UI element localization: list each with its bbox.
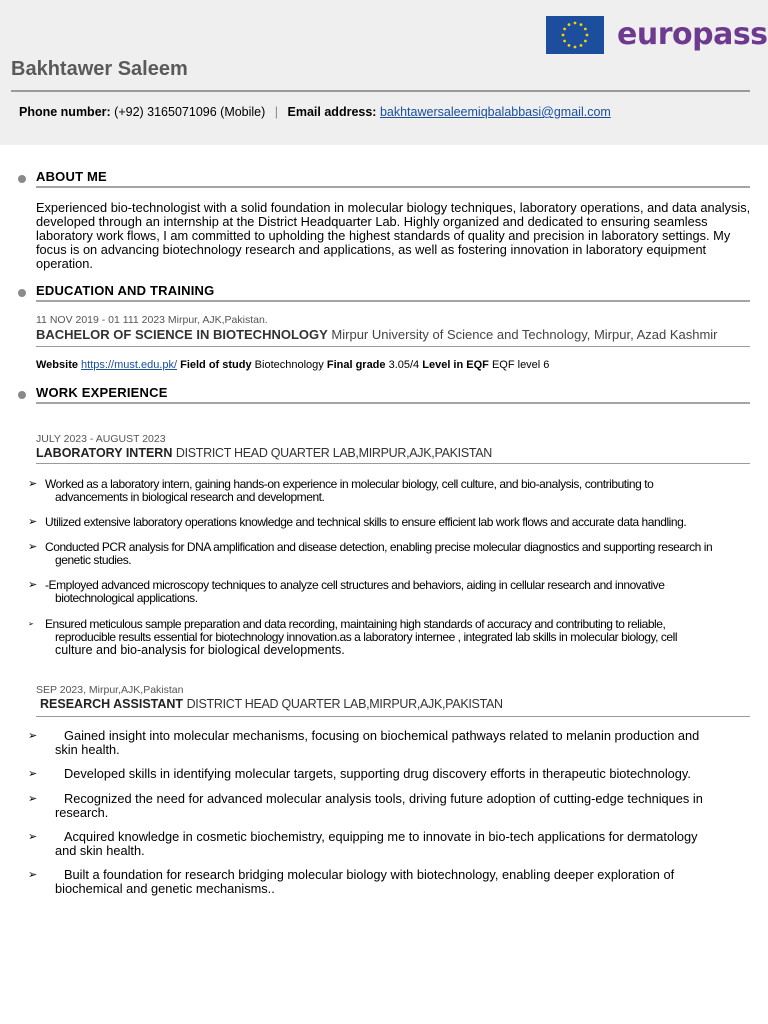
bullet-line: Recognized the need for advanced molecular analysis tools, driving future adoption of cutting-edge techniques in bbox=[64, 791, 703, 806]
grade-value: 3.05/4 bbox=[388, 359, 420, 371]
list-item bbox=[0, 792, 768, 820]
header-band bbox=[0, 0, 768, 145]
list-item bbox=[0, 516, 768, 530]
section-divider bbox=[36, 300, 750, 302]
bullet-line: culture and bio-analysis for biological developments. bbox=[55, 643, 345, 657]
bullet-line: biochemical and genetic mechanisms.. bbox=[55, 881, 275, 896]
institution-name: Mirpur University of Science and Technology, Mirpur, Azad Kashmir bbox=[331, 327, 718, 342]
eqf-label: Level in EQF bbox=[422, 359, 489, 371]
arrow-bullet-icon: ➢ bbox=[28, 869, 38, 881]
arrow-bullet-icon: ➢ bbox=[28, 516, 37, 528]
website-label: Website bbox=[36, 359, 78, 371]
phone-value: (+92) 3165071096 (Mobile) bbox=[114, 105, 266, 119]
list-item bbox=[0, 618, 768, 660]
education-date: 11 NOV 2019 - 01 111 2023 Mirpur, AJK,Pakistan. bbox=[36, 314, 268, 326]
job-date: SEP 2023, Mirpur,AJK,Pakistan bbox=[36, 684, 184, 696]
name-divider bbox=[11, 90, 750, 92]
education-details bbox=[36, 358, 549, 372]
contact-separator: | bbox=[274, 105, 279, 119]
list-item bbox=[0, 579, 768, 607]
arrow-bullet-icon: ➢ bbox=[28, 730, 38, 742]
about-text: Experienced bio-technologist with a solid foundation in molecular biology techniques, laboratory operations, and data analysis, developed through an internship at the District Headquarter Lab. Highly organized and dedicated to ensuring seamless laboratory work flows, I am committed to upholding the highest standards of quality and precision in laboratory settings. My focus is on advancing biotechnology research and applications, as well as fostering innovation in laboratory equipment operation. bbox=[36, 200, 751, 271]
list-item bbox=[0, 830, 768, 858]
list-item bbox=[0, 541, 768, 569]
entry-divider bbox=[36, 346, 750, 347]
bullet-line: genetic studies. bbox=[55, 553, 132, 567]
list-item bbox=[0, 767, 768, 781]
bullet-line: and skin health. bbox=[55, 843, 145, 858]
phone-label: Phone number: bbox=[19, 105, 111, 119]
eu-flag-icon bbox=[546, 16, 604, 54]
bullet-line: -Employed advanced microscopy techniques to analyze cell structures and behaviors, aiding in cellular research and innovative bbox=[45, 578, 665, 592]
arrow-bullet-icon: ➢ bbox=[28, 768, 38, 780]
bullet-line: Worked as a laboratory intern, gaining hands-on experience in molecular biology, cell culture, and bio-analysis, contributing to bbox=[45, 477, 654, 491]
entry-divider bbox=[36, 716, 750, 717]
bullet-line: Conducted PCR analysis for DNA amplification and disease detection, enabling precise molecular diagnostics and supporting research in bbox=[45, 540, 713, 554]
job-title bbox=[36, 446, 492, 461]
bullet-line: Ensured meticulous sample preparation and data recording, maintaining high standards of accuracy and contributing to reliable, bbox=[45, 617, 666, 631]
arrow-bullet-icon: ➢ bbox=[28, 541, 37, 553]
field-value: Biotechnology bbox=[254, 359, 324, 371]
bullet-line: Gained insight into molecular mechanisms, focusing on biochemical pathways related to melanin production and bbox=[64, 728, 700, 743]
arrow-bullet-icon: ➢ bbox=[28, 793, 38, 805]
section-divider bbox=[36, 186, 750, 188]
bullet-line: biotechnological applications. bbox=[55, 591, 198, 605]
section-divider bbox=[36, 402, 750, 404]
job-title bbox=[40, 697, 503, 712]
arrow-bullet-icon: ➢ bbox=[28, 621, 34, 628]
bullet-line: Acquired knowledge in cosmetic biochemistry, equipping me to innovate in bio-tech applications for dermatology bbox=[64, 829, 698, 844]
list-item bbox=[0, 478, 768, 506]
section-title-about: ABOUT ME bbox=[36, 169, 107, 184]
contact-line bbox=[19, 104, 611, 120]
bullet-line: Utilized extensive laboratory operations knowledge and technical skills to ensure efficient lab work flows and accurate data handling. bbox=[45, 515, 687, 529]
bullet-line: research. bbox=[55, 805, 109, 820]
bullet-line: skin health. bbox=[55, 742, 120, 757]
eqf-value: EQF level 6 bbox=[491, 359, 550, 371]
bullet-dot-icon bbox=[18, 391, 26, 399]
section-title-work: WORK EXPERIENCE bbox=[36, 385, 168, 400]
candidate-name: Bakhtawer Saleem bbox=[11, 58, 188, 80]
job-employer: DISTRICT HEAD QUARTER LAB,MIRPUR,AJK,PAKISTAN bbox=[186, 697, 503, 711]
arrow-bullet-icon: ➢ bbox=[28, 579, 37, 591]
job-employer: DISTRICT HEAD QUARTER LAB,MIRPUR,AJK,PAKISTAN bbox=[175, 446, 493, 460]
list-item bbox=[0, 729, 768, 757]
bullet-dot-icon bbox=[18, 175, 26, 183]
europass-logo: europass bbox=[617, 17, 768, 52]
job-position: RESEARCH ASSISTANT bbox=[40, 697, 184, 711]
job-date: JULY 2023 - AUGUST 2023 bbox=[36, 433, 166, 445]
bullet-line: Developed skills in identifying molecular targets, supporting drug discovery efforts in therapeutic biotechnology. bbox=[64, 766, 691, 781]
section-title-education: EDUCATION AND TRAINING bbox=[36, 283, 215, 298]
grade-label: Final grade bbox=[326, 359, 386, 371]
bullet-line: Built a foundation for research bridging molecular biology with biotechnology, enabling deeper exploration of bbox=[64, 867, 675, 882]
job-position: LABORATORY INTERN bbox=[36, 446, 173, 460]
email-label: Email address: bbox=[287, 105, 377, 119]
education-title bbox=[36, 327, 718, 343]
bullet-dot-icon bbox=[18, 289, 26, 297]
field-label: Field of study bbox=[180, 359, 252, 371]
arrow-bullet-icon: ➢ bbox=[28, 478, 37, 490]
bullet-line-text: reproducible results essential for biotechnology innovation.as a laboratory internee , integrated lab skills in molecular biology, cell bbox=[55, 630, 678, 644]
entry-divider bbox=[36, 463, 750, 464]
email-link[interactable]: bakhtawersaleemiqbalabbasi@gmail.com bbox=[379, 105, 611, 119]
bullet-line: advancements in biological research and development. bbox=[55, 490, 325, 504]
degree-name: BACHELOR OF SCIENCE IN BIOTECHNOLOGY bbox=[36, 327, 328, 342]
arrow-bullet-icon: ➢ bbox=[28, 831, 38, 843]
list-item bbox=[0, 868, 768, 896]
website-link[interactable]: https://must.edu.pk/ bbox=[81, 359, 178, 371]
